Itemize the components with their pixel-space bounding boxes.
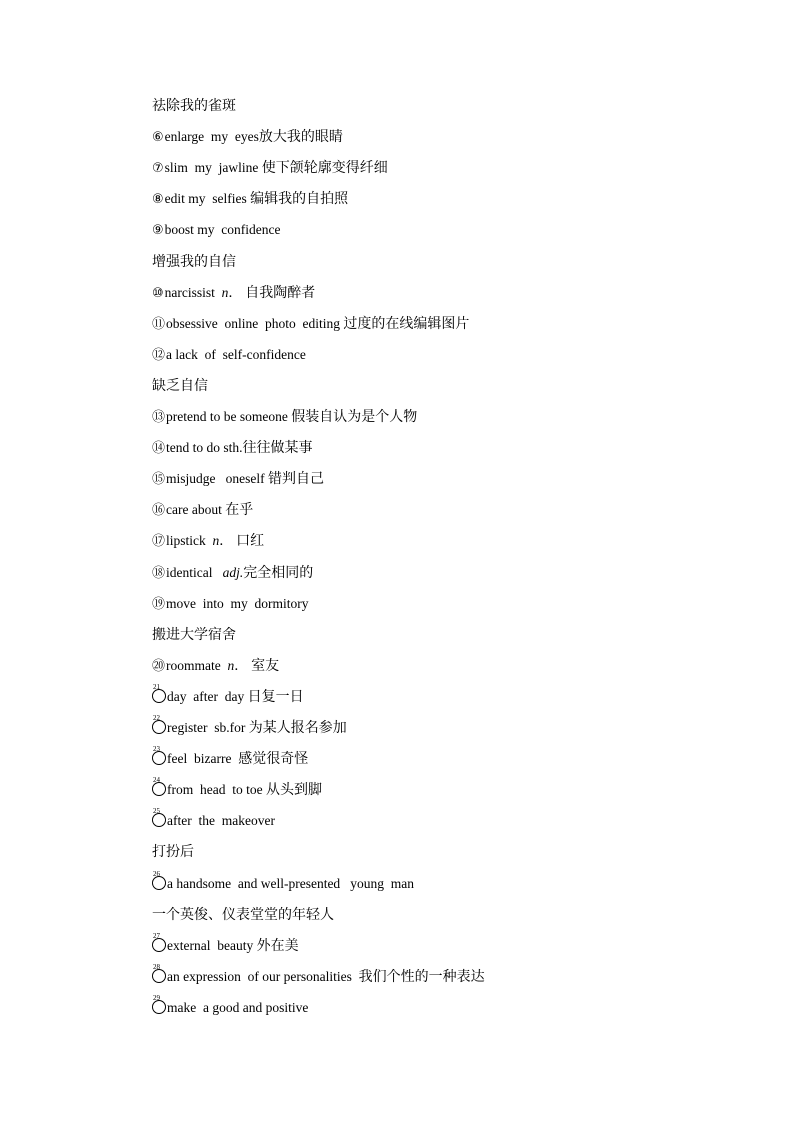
english-phrase: identical: [166, 564, 223, 580]
circled-number-icon: [152, 714, 166, 734]
entry-number: 28: [153, 962, 160, 971]
circled-number-icon: [152, 745, 166, 765]
english-phrase: move into my dormitory: [166, 595, 309, 611]
chinese-text: 打扮后: [152, 844, 194, 861]
translation-line: [152, 253, 236, 271]
entry-number: ⑧: [152, 192, 164, 208]
part-of-speech: n: [221, 284, 229, 300]
translation-line: [152, 843, 194, 861]
chinese-translation: 往往做某事: [242, 440, 313, 457]
vocab-entry: [152, 776, 322, 799]
vocab-entry: [152, 807, 275, 830]
vocab-entry: [152, 315, 469, 334]
vocab-entry: [152, 128, 343, 147]
english-phrase: an expression of our personalities: [167, 968, 359, 984]
circled-number-icon: [152, 776, 166, 796]
chinese-translation: 过度的在线编辑图片: [343, 315, 470, 332]
vocab-entry: [152, 346, 306, 365]
circled-number-icon: [152, 993, 166, 1014]
chinese-text: 增强我的自信: [152, 253, 236, 270]
english-phrase: pretend to be someone: [166, 409, 292, 424]
vocab-entry: [152, 564, 313, 583]
entry-number: ⑩: [152, 285, 164, 301]
english-phrase: enlarge my eyes: [164, 129, 259, 145]
vocab-entry: [152, 993, 309, 1017]
english-phrase: tend to do sth.: [166, 440, 243, 456]
entry-number: ⑨: [152, 223, 164, 239]
part-of-speech: n: [227, 657, 235, 673]
english-phrase: roommate: [166, 657, 228, 673]
chinese-text: 祛除我的雀斑: [152, 98, 236, 114]
chinese-translation: 为某人报名参加: [248, 720, 347, 736]
english-phrase: care about: [166, 502, 226, 518]
entry-number: ⑱: [152, 565, 166, 581]
circled-number-icon: [152, 807, 166, 827]
chinese-text: 一个英俊、仪表堂堂的年轻人: [152, 906, 334, 923]
chinese-translation: 感觉很奇怪: [238, 751, 309, 768]
chinese-text: 搬进大学宿舍: [152, 626, 236, 643]
vocab-entry: [152, 439, 313, 458]
entry-number: ⑫: [152, 347, 166, 363]
english-phrase: narcissist: [164, 284, 222, 300]
english-phrase: external beauty: [167, 937, 257, 953]
circled-number-icon: [152, 931, 166, 952]
entry-number: 24: [153, 776, 160, 785]
vocab-entry: [152, 159, 388, 178]
english-phrase: feel bizarre: [167, 751, 239, 767]
vocab-entry: [152, 501, 253, 520]
chinese-translation: 放大我的眼睛: [258, 129, 343, 146]
vocab-entry: [152, 221, 281, 240]
chinese-translation: 错判自己: [268, 471, 324, 488]
vocab-entry: [152, 408, 417, 427]
vocab-entry: ⑳roommate n． 室友: [152, 657, 280, 674]
english-phrase: slim my jawline: [164, 160, 262, 176]
entry-number: ⑳: [152, 658, 166, 674]
english-phrase: a lack of self-confidence: [166, 346, 306, 362]
translation-line: [152, 377, 208, 395]
english-phrase: misjudge oneself: [166, 471, 268, 487]
chinese-translation: 从头到脚: [265, 782, 322, 799]
vocab-entry: [152, 869, 415, 893]
entry-number: 23: [153, 745, 160, 754]
circled-number-icon: [152, 682, 166, 703]
entry-number: ⑰: [152, 534, 166, 550]
entry-number: ⑦: [152, 161, 164, 177]
chinese-translation: 我们个性的一种表达: [358, 968, 485, 985]
chinese-translation: 使下颌轮廓变得纤细: [261, 160, 388, 177]
chinese-translation: 口红: [236, 533, 265, 550]
chinese-translation: 完全相同的: [243, 564, 314, 581]
circled-number-icon: [152, 962, 166, 983]
circled-number-icon: [152, 869, 166, 890]
chinese-translation: 室友: [251, 657, 280, 674]
entry-number: ⑭: [152, 441, 166, 457]
chinese-translation: 自我陶醉者: [245, 284, 316, 301]
entry-number: ⑮: [152, 472, 166, 488]
entry-number: ⑯: [152, 503, 166, 519]
chinese-translation: 在乎: [225, 502, 254, 519]
vocab-entry: ⑩narcissist n． 自我陶醉者: [152, 284, 316, 301]
english-phrase: a handsome and well-presented young man: [167, 875, 415, 891]
vocab-entry: [152, 714, 347, 737]
vocab-entry: [152, 470, 324, 489]
chinese-translation: 假装自认为是个人物: [291, 409, 418, 425]
entry-number: 27: [153, 931, 160, 940]
vocab-entry: [152, 745, 309, 768]
chinese-text: 缺乏自信: [152, 377, 208, 394]
vocab-entry: [152, 931, 299, 955]
english-phrase: make a good and positive: [167, 999, 309, 1015]
translation-line: [152, 97, 236, 115]
part-of-speech: n: [212, 533, 220, 549]
entry-number: ⑬: [152, 410, 166, 425]
chinese-translation: 日复一日: [247, 688, 304, 705]
entry-number: 26: [153, 869, 160, 878]
entry-number: 25: [153, 807, 160, 816]
english-phrase: from head to toe: [167, 782, 266, 798]
vocab-entry: ⑰lipstick n． 口红: [152, 533, 265, 550]
english-phrase: lipstick: [166, 533, 213, 549]
translation-line: [152, 626, 236, 644]
entry-number: 29: [153, 993, 160, 1002]
translation-line: [152, 906, 334, 924]
vocab-entry: [152, 190, 348, 209]
entry-number: 22: [153, 714, 160, 722]
english-phrase: register sb.for: [167, 720, 249, 735]
entry-number: ⑥: [152, 130, 164, 146]
entry-number: ⑲: [152, 596, 166, 612]
vocab-entry: [152, 595, 309, 614]
english-phrase: obsessive online photo editing: [166, 315, 344, 331]
english-phrase: edit my selfies: [164, 191, 251, 207]
entry-number: ⑪: [152, 316, 166, 332]
entry-number: 21: [153, 682, 160, 691]
part-of-speech: adj.: [222, 564, 244, 580]
chinese-translation: 外在美: [256, 937, 299, 954]
english-phrase: day after day: [167, 688, 248, 704]
english-phrase: boost my confidence: [164, 222, 281, 238]
vocab-entry: [152, 962, 485, 986]
chinese-translation: 编辑我的自拍照: [250, 191, 349, 208]
vocab-entry: [152, 682, 304, 706]
english-phrase: after the makeover: [167, 813, 275, 829]
